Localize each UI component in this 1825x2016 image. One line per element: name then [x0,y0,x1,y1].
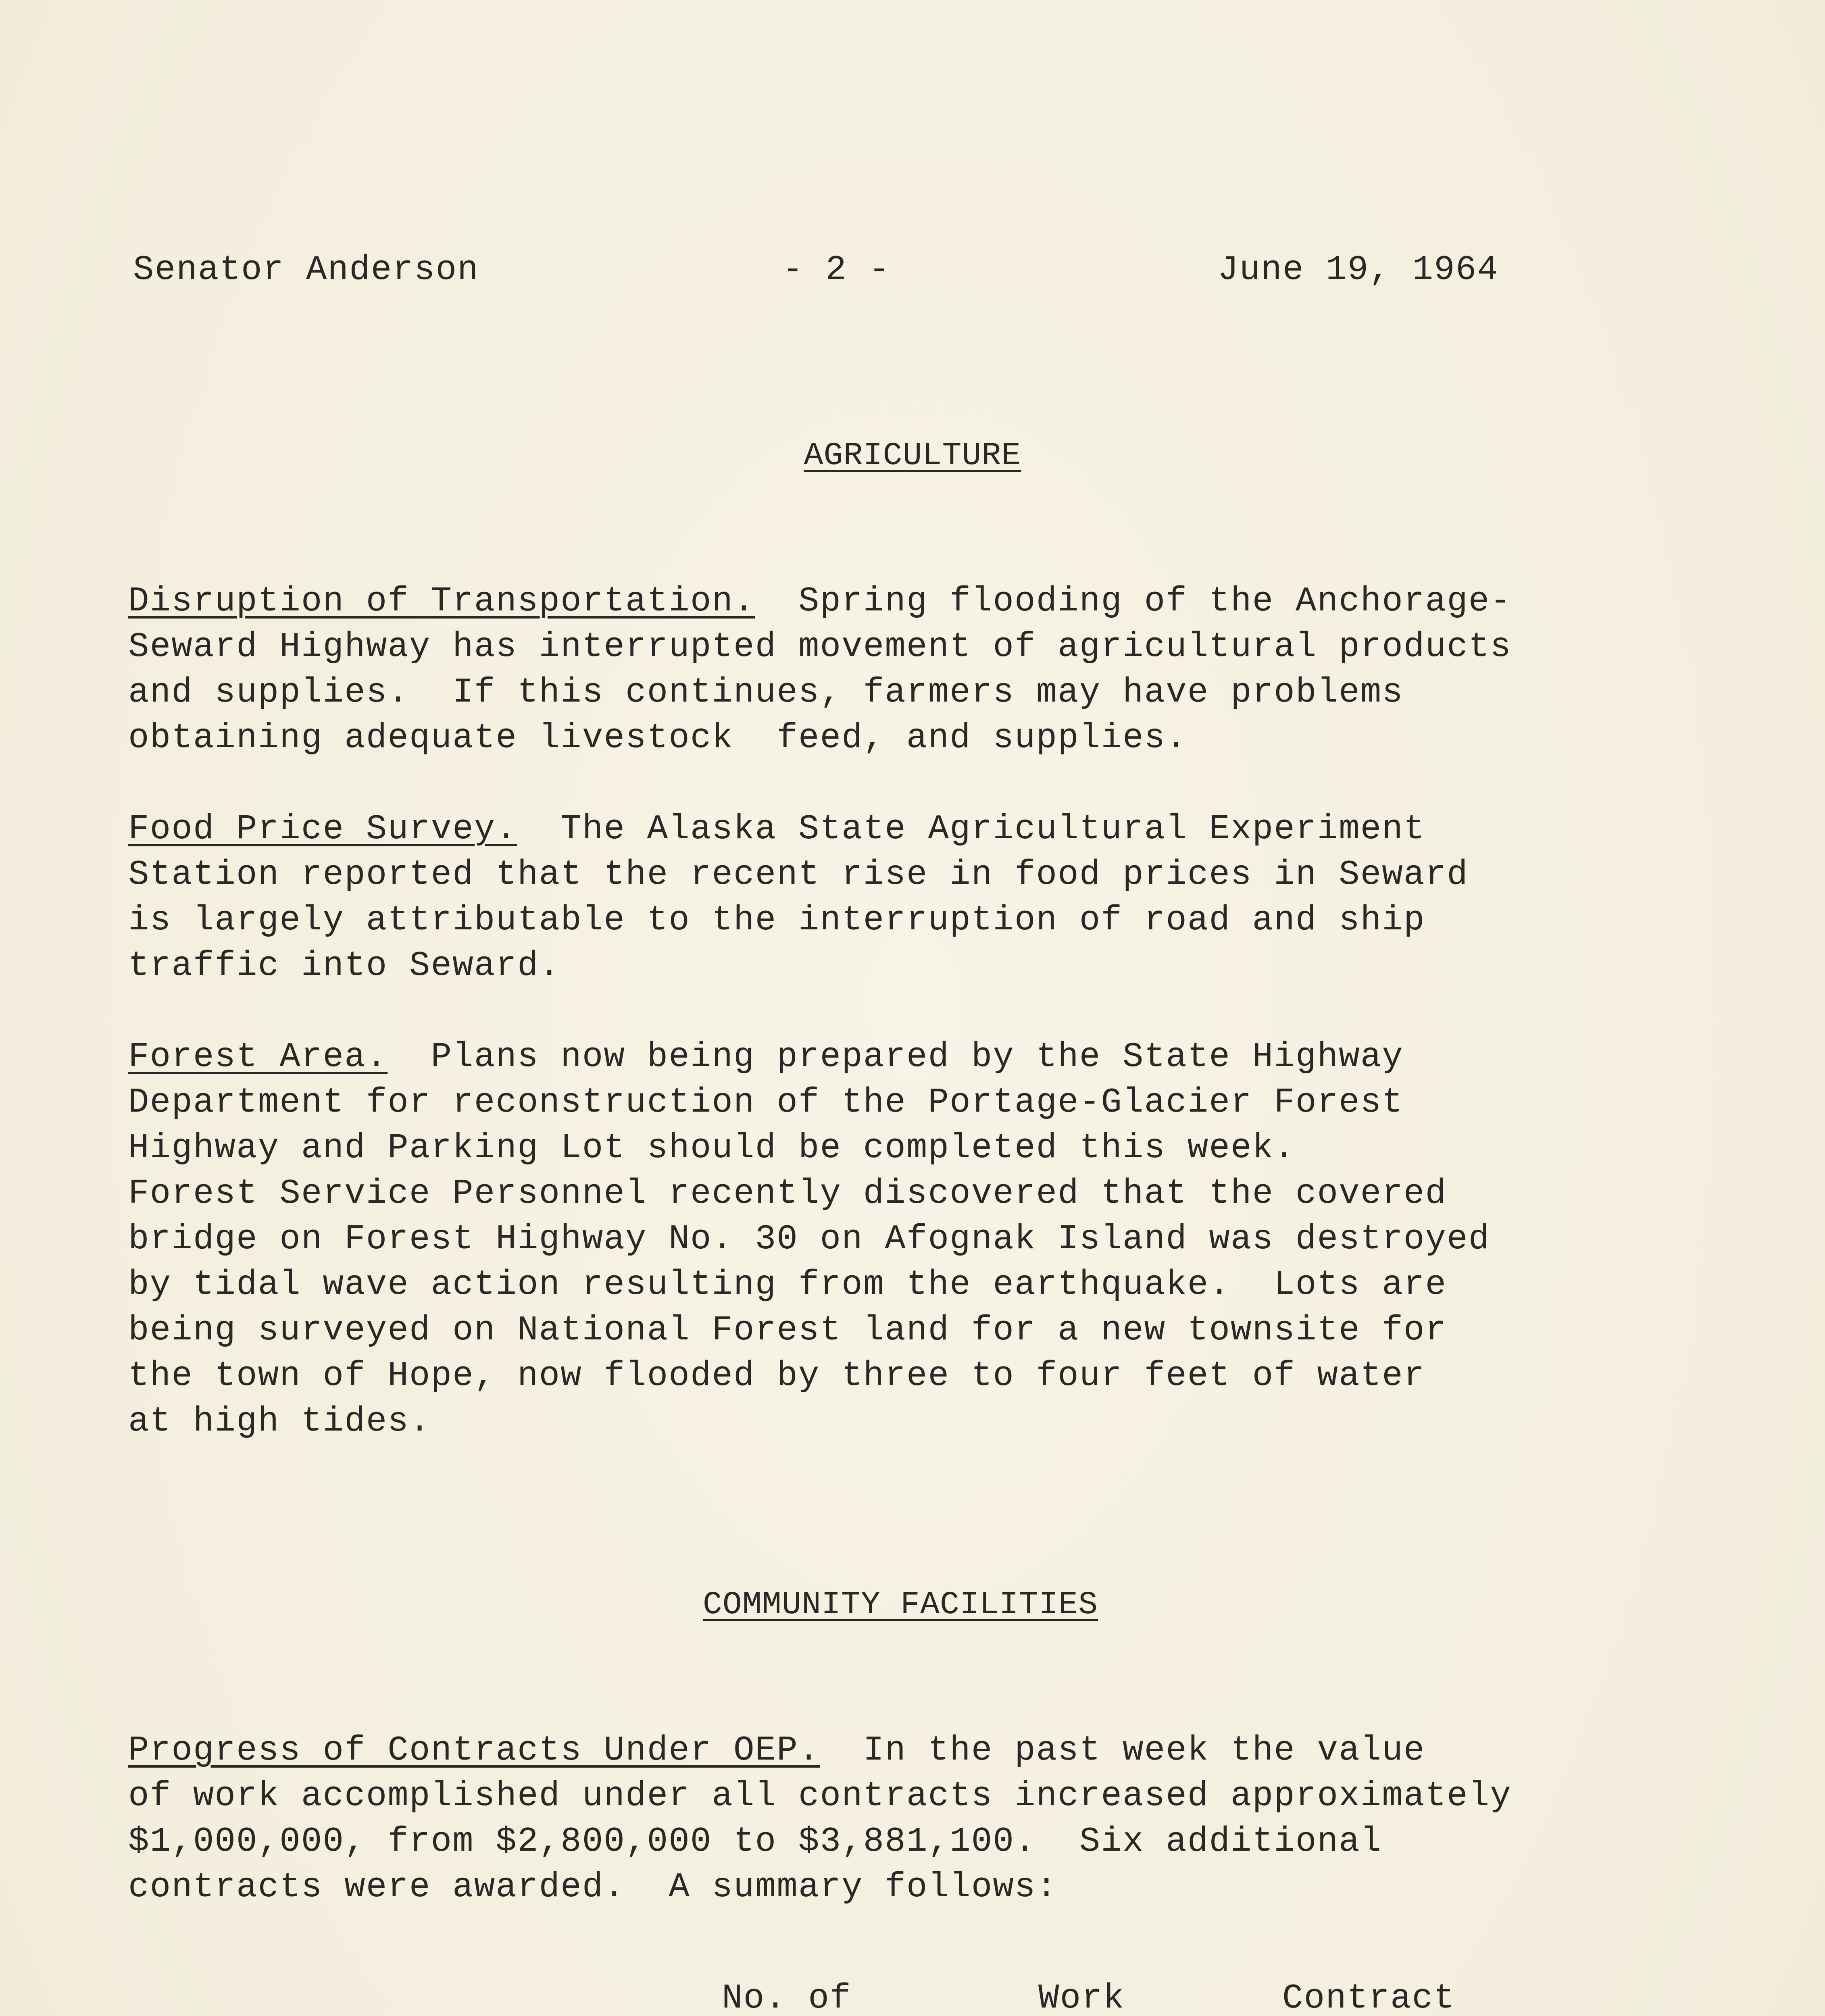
paragraph-line: traffic into Seward. [128,946,561,985]
paragraph-line: at high tides. [128,1402,431,1441]
paragraph-line: contracts were awarded. A summary follows: [128,1867,1058,1907]
letter-date: June 19, 1964 [1218,250,1499,289]
paragraph-title: Food Price Survey. [128,809,517,849]
paragraph-line: Food Price Survey. The Alaska State Agricultural Experiment [128,809,1425,849]
paragraph-line: Department for reconstruction of the Portage-Glacier Forest [128,1083,1404,1122]
paragraph-title: Disruption of Transportation. [128,581,755,621]
page-number: - 2 - [782,250,891,289]
paragraph-line: bridge on Forest Highway No. 30 on Afognak Island was destroyed [128,1219,1490,1259]
paragraph-food-price [128,806,1709,989]
paragraph-line: Disruption of Transportation. Spring flooding of the Anchorage- [128,581,1512,621]
paragraph-line: of work accomplished under all contracts increased approximately [128,1776,1512,1816]
paragraph-title: Forest Area. [128,1037,388,1077]
column-header-items: Work [1038,1979,1125,2016]
paragraph-title: Progress of Contracts Under OEP. [128,1731,820,1770]
paragraph-line: Station reported that the recent rise in food prices in Seward [128,855,1469,894]
paragraph-line: by tidal wave action resulting from the earthquake. Lots are [128,1265,1447,1304]
paragraph-line: and supplies. If this continues, farmers may have problems [128,673,1404,712]
paragraph-line: Seward Highway has interrupted movement of agricultural products [128,627,1512,666]
paragraph-forest-area [128,1034,1709,1444]
paragraph-line: Forest Service Personnel recently discovered that the covered [128,1174,1447,1213]
paragraph-line: Forest Area. Plans now being prepared by the State Highway [128,1037,1404,1077]
paragraph-line: obtaining adequate livestock feed, and supplies. [128,718,1188,758]
paragraph-line: the town of Hope, now flooded by three to four feet of water [128,1356,1425,1395]
paragraph-disruption [128,579,1709,761]
addressee: Senator Anderson [133,250,479,289]
paragraph-contracts [128,1728,1709,1910]
paragraph-line: $1,000,000, from $2,800,000 to $3,881,100. Six additional [128,1822,1382,1861]
paragraph-line: Highway and Parking Lot should be completed this week. [128,1128,1296,1168]
section-heading-agriculture: AGRICULTURE [804,437,1021,474]
section-heading-community: COMMUNITY FACILITIES [702,1587,1098,1623]
column-header-value: Contract [1282,1979,1455,2016]
paragraph-line: is largely attributable to the interruption of road and ship [128,900,1425,940]
paragraph-line: being surveyed on National Forest land for a new townsite for [128,1310,1447,1350]
paragraph-line: Progress of Contracts Under OEP. In the past week the value [128,1731,1425,1770]
column-header-contracts: No. of [722,1979,852,2016]
